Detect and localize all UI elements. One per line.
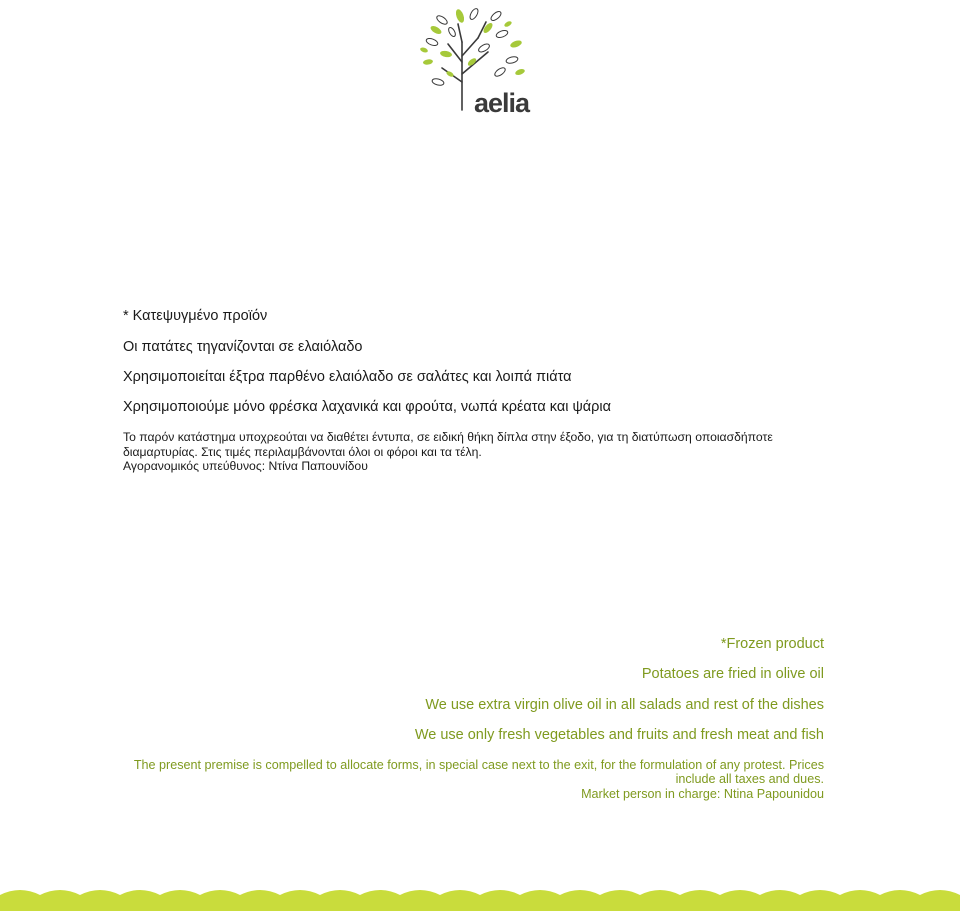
english-fresh-note: We use only fresh vegetables and fruits and fresh meat and fish: [414, 727, 824, 743]
greek-frozen-note: * Κατεψυγμένο προϊόν: [123, 308, 268, 324]
greek-market-person: Αγορανομικός υπεύθυνος: Ντίνα Παπουνίδου: [123, 459, 368, 473]
english-notice-line-2: include all taxes and dues.: [675, 772, 824, 786]
greek-notice-line-1: Το παρόν κατάστημα υποχρεούται να διαθέτει έντυπα, σε ειδική θήκη δίπλα στην έξοδο, για τη διατύπωση οποιασδήποτε: [123, 430, 773, 444]
english-frozen-note: *Frozen product: [720, 636, 824, 652]
logo-wordmark: aelia: [474, 88, 530, 118]
olive-tree-icon: [412, 2, 548, 120]
english-market-person: Market person in charge: Ntina Papounidou: [581, 787, 824, 801]
greek-notice-line-2: διαμαρτυρίας. Στις τιμές περιλαμβάνονται όλοι οι φόροι και τα τέλη.: [123, 445, 482, 459]
english-olive-oil-note: We use extra virgin olive oil in all salads and rest of the dishes: [425, 697, 824, 713]
greek-potatoes-note: Οι πατάτες τηγανίζονται σε ελαιόλαδο: [123, 339, 363, 355]
footer-wave-band: [0, 885, 960, 911]
greek-fresh-note: Χρησιμοποιούμε μόνο φρέσκα λαχανικά και φρούτα, νωπά κρέατα και ψάρια: [123, 399, 612, 415]
aelia-logo: [412, 2, 548, 120]
english-potatoes-note: Potatoes are fried in olive oil: [641, 666, 824, 682]
greek-olive-oil-note: Χρησιμοποιείται έξτρα παρθένο ελαιόλαδο σε σαλάτες και λοιπά πιάτα: [123, 369, 572, 385]
english-notice-line-1: The present premise is compelled to allocate forms, in special case next to the exit, for the formulation of any protest. Prices: [133, 758, 824, 772]
